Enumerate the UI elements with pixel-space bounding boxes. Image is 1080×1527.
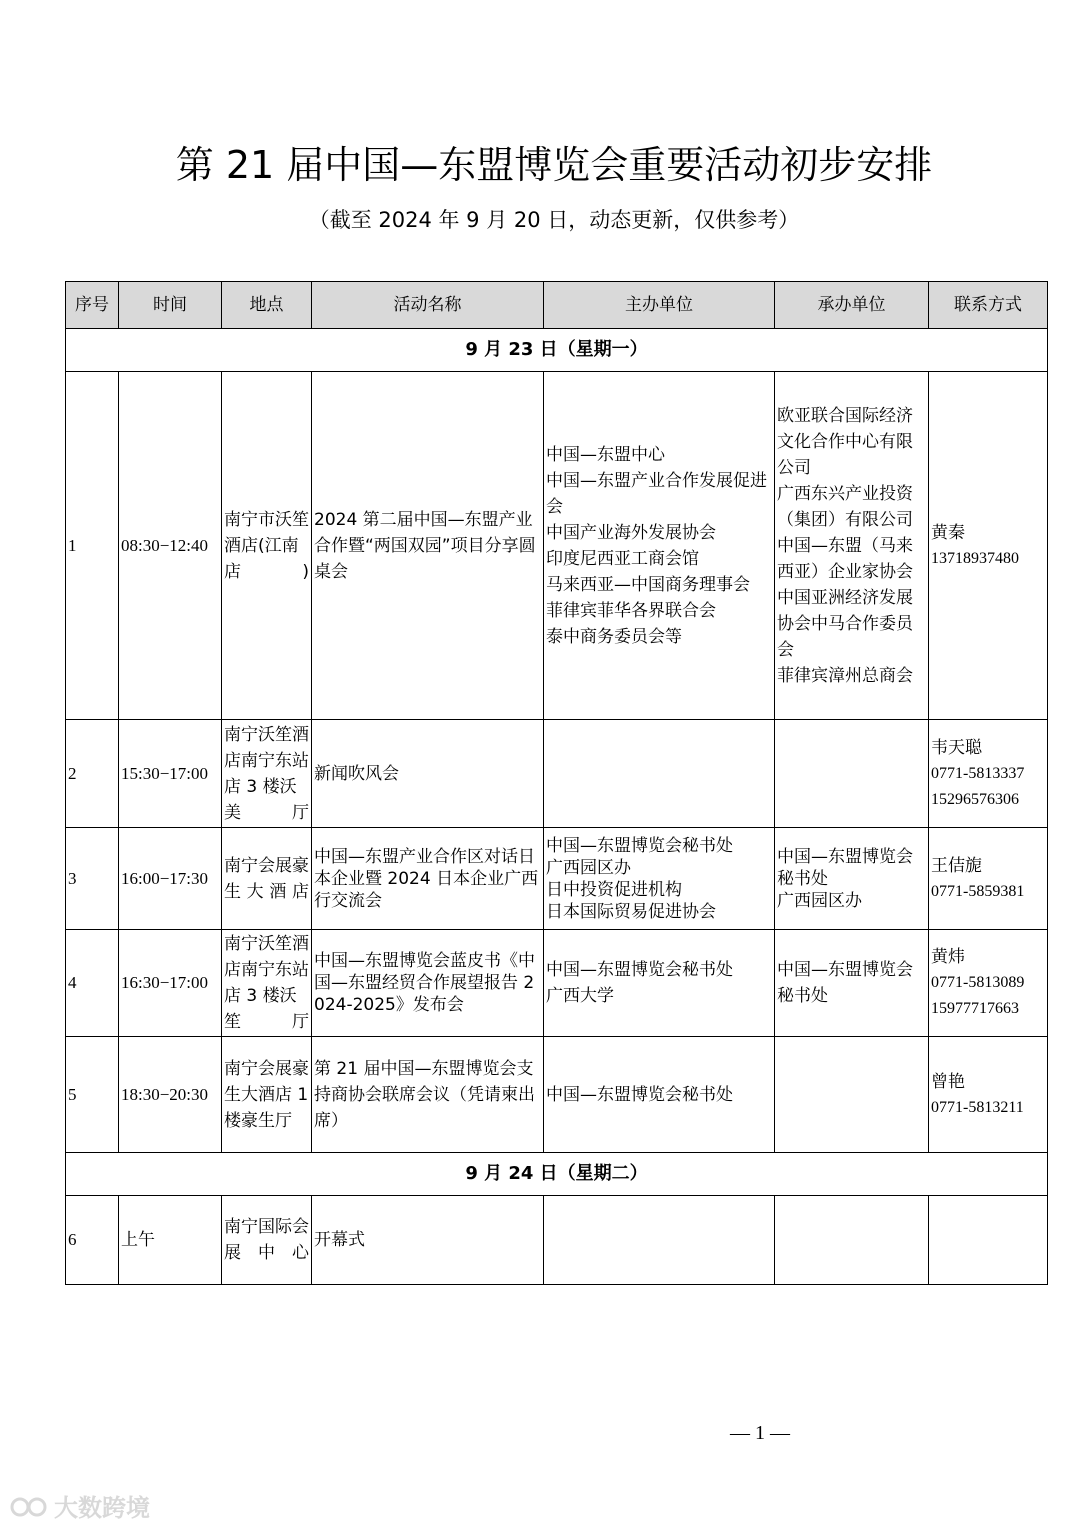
page-number: — 1 — (730, 1422, 790, 1444)
date-label: 9 月 23 日（星期一） (66, 329, 1048, 372)
date-row (66, 329, 1048, 372)
organizer-line: 欧亚联合国际经济文化合作中心有限公司 (777, 405, 913, 478)
contact-phone: 0771-5813337 (931, 764, 1025, 782)
table-row (66, 1196, 1048, 1285)
organizer-line: 广西东兴产业投资（集团）有限公司 (777, 483, 913, 530)
watermark-text: 大数跨境 (54, 1494, 150, 1522)
table-row (66, 1037, 1048, 1153)
date-row (66, 1153, 1048, 1196)
row-number: 2 (66, 720, 119, 828)
row-time: 16:30−17:00 (119, 930, 222, 1037)
row-contact (929, 720, 1048, 828)
column-header: 主办单位 (544, 282, 775, 329)
row-host (544, 828, 775, 930)
column-header: 时间 (119, 282, 222, 329)
organizer-line: 中国亚洲经济发展协会中马合作委员会 (777, 587, 913, 660)
row-contact (929, 828, 1048, 930)
row-time: 15:30−17:00 (119, 720, 222, 828)
contact-phone: 0771-5813089 (931, 974, 1025, 991)
row-activity-name: 2024 第二届中国—东盟产业合作暨“两国双园”项目分享圆桌会 (312, 372, 544, 720)
row-time: 18:30−20:30 (119, 1037, 222, 1153)
column-header: 活动名称 (312, 282, 544, 329)
host-line: 广西大学 (546, 986, 614, 1006)
row-venue: 南宁会展豪生大酒店 1 楼豪生厅 (222, 1037, 312, 1153)
row-time: 上午 (119, 1196, 222, 1285)
row-venue: 南宁沃笙酒店南宁东站店 3 楼沃笙厅 (222, 930, 312, 1037)
host-line: 日本国际贸易促进协会 (546, 901, 716, 922)
document-title: 第 21 届中国—东盟博览会重要活动初步安排 (175, 143, 933, 187)
host-line: 中国产业海外发展协会 (546, 522, 716, 543)
row-organizer (775, 1037, 929, 1153)
contact-name: 王佶旎 (931, 855, 982, 876)
host-line: 广西园区办 (546, 857, 631, 878)
row-host (544, 372, 775, 720)
row-activity-name: 开幕式 (312, 1196, 544, 1285)
row-number: 6 (66, 1196, 119, 1285)
column-header: 承办单位 (775, 282, 929, 329)
row-organizer (775, 1196, 929, 1285)
contact-name: 曾艳 (931, 1071, 965, 1092)
row-activity-name: 中国—东盟博览会蓝皮书《中国—东盟经贸合作展望报告 2024-2025》发布会 (312, 930, 544, 1037)
contact-phone: 15296576306 (931, 790, 1019, 808)
watermark-logo-icon (10, 1494, 48, 1518)
column-header: 序号 (66, 282, 119, 329)
column-header: 地点 (222, 282, 312, 329)
row-organizer (775, 828, 929, 930)
row-time: 16:00−17:30 (119, 828, 222, 930)
host-line: 印度尼西亚工商会馆 (546, 548, 699, 569)
host-line: 菲律宾菲华各界联合会 (546, 600, 716, 621)
row-venue: 南宁沃笙酒店南宁东站店 3 楼沃美厅 (222, 720, 312, 828)
date-label: 9 月 24 日（星期二） (66, 1153, 1048, 1196)
table-row (66, 828, 1048, 930)
table-row (66, 372, 1048, 720)
contact-phone: 0771-5859381 (931, 882, 1025, 900)
column-header: 联系方式 (929, 282, 1048, 329)
contact-name: 黄炜 (931, 947, 965, 967)
row-host (544, 930, 775, 1037)
schedule-table (65, 281, 1048, 1285)
host-line: 日中投资促进机构 (546, 879, 682, 900)
row-host (544, 720, 775, 828)
organizer-line: 中国—东盟博览会秘书处 (777, 960, 913, 1006)
row-venue: 南宁市沃笙酒店(江南店) (222, 372, 312, 720)
row-venue: 南宁国际会展中心 (222, 1196, 312, 1285)
contact-phone: 15977717663 (931, 1000, 1019, 1017)
row-number: 4 (66, 930, 119, 1037)
row-venue: 南宁会展豪生大酒店 (222, 828, 312, 930)
host-line: 泰中商务委员会等 (546, 626, 682, 647)
organizer-line: 中国—东盟（马来西亚）企业家协会 (777, 535, 913, 582)
contact-name: 黄秦 (931, 522, 965, 543)
contact-phone: 0771-5813211 (931, 1098, 1024, 1116)
host-line: 马来西亚—中国商务理事会 (546, 574, 750, 595)
organizer-line: 中国—东盟博览会秘书处 (777, 846, 913, 889)
row-organizer (775, 930, 929, 1037)
host-line: 中国—东盟博览会秘书处 (546, 835, 733, 856)
row-activity-name: 中国—东盟产业合作区对话日本企业暨 2024 日本企业广西行交流会 (312, 828, 544, 930)
row-number: 1 (66, 372, 119, 720)
organizer-line: 广西园区办 (777, 890, 862, 911)
row-host (544, 1196, 775, 1285)
contact-phone: 13718937480 (931, 549, 1019, 567)
row-organizer (775, 372, 929, 720)
row-contact (929, 1196, 1048, 1285)
host-line: 中国—东盟产业合作发展促进会 (546, 470, 767, 517)
host-line: 中国—东盟博览会秘书处 (546, 1084, 733, 1105)
table-header-row (66, 282, 1048, 329)
host-line: 中国—东盟中心 (546, 444, 665, 465)
row-organizer (775, 720, 929, 828)
row-contact (929, 930, 1048, 1037)
watermark (10, 1488, 150, 1523)
host-line: 中国—东盟博览会秘书处 (546, 960, 733, 980)
row-contact (929, 1037, 1048, 1153)
table-row (66, 930, 1048, 1037)
organizer-line: 菲律宾漳州总商会 (777, 665, 913, 686)
row-activity-name: 新闻吹风会 (312, 720, 544, 828)
contact-name: 韦天聪 (931, 737, 982, 758)
row-number: 5 (66, 1037, 119, 1153)
row-time: 08:30−12:40 (119, 372, 222, 720)
table-row (66, 720, 1048, 828)
row-number: 3 (66, 828, 119, 930)
row-activity-name: 第 21 届中国—东盟博览会支持商协会联席会议（凭请柬出席） (312, 1037, 544, 1153)
document-subtitle: （截至 2024 年 9 月 20 日，动态更新，仅供参考） (308, 208, 800, 232)
row-host (544, 1037, 775, 1153)
row-contact (929, 372, 1048, 720)
